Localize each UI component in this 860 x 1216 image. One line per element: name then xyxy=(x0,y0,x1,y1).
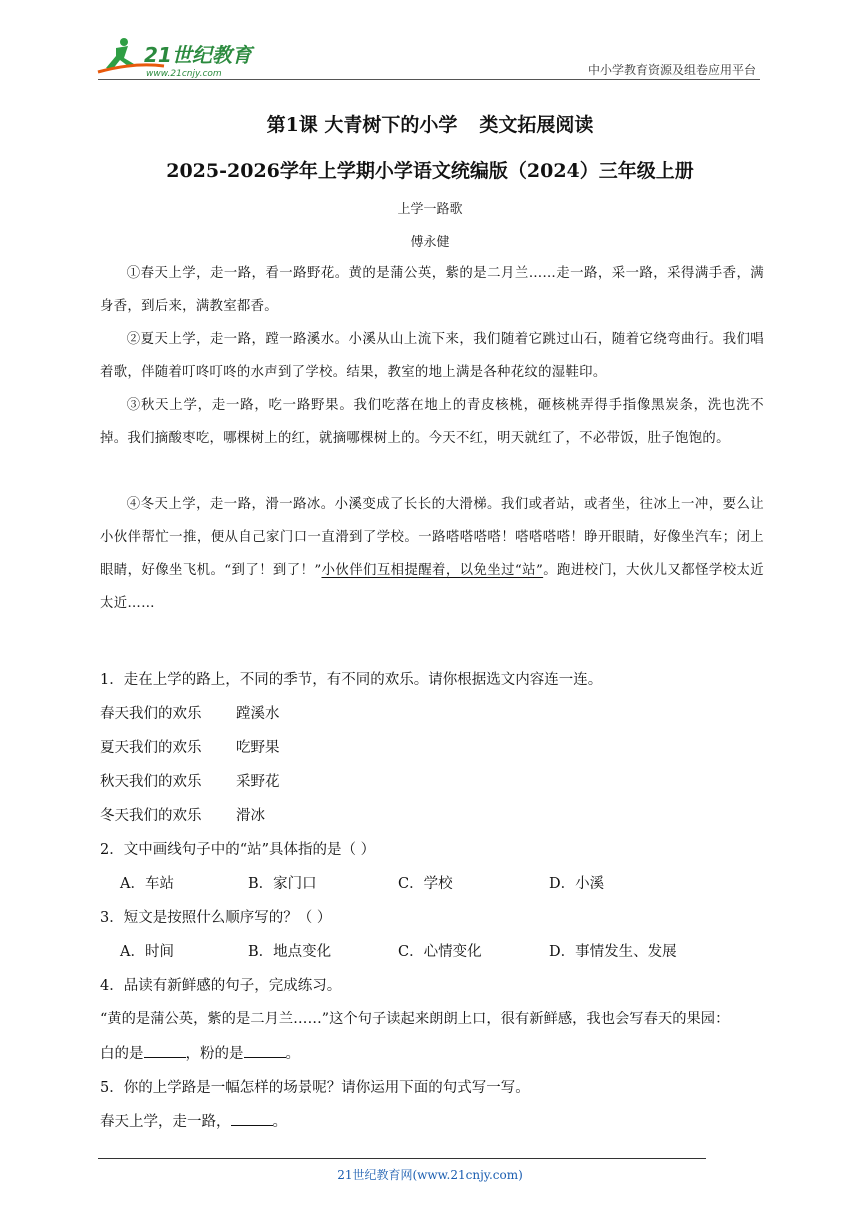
svg-text:www.21cnjy.com: www.21cnjy.com xyxy=(146,69,222,79)
question-4-fill-line xyxy=(100,1042,300,1063)
option-c: C．心情变化 xyxy=(398,944,482,960)
question-1: 1．走在上学的路上，不同的季节，有不同的欢乐。请你根据选文内容连一连。 xyxy=(100,672,603,688)
question-5-fill-line xyxy=(100,1110,287,1131)
paragraph-4-text-a: ④冬天上学，走一路，滑一路冰。小溪变成了长长的大滑梯。我们或者站，或者坐，往冰上一冲，要么让小伙伴帮忙一推，便从自己家门口一直滑到了学校。一路嗒嗒嗒嗒！嗒嗒嗒嗒！睁开眼睛，好像坐汽车；闭上眼睛，好像坐飞机。“到了！到了！” xyxy=(100,497,764,578)
footer-link[interactable]: 21世纪教育网(www.21cnjy.com) xyxy=(337,1168,523,1182)
option-d: D．事情发生、发展 xyxy=(549,944,677,960)
fill-text: 。 xyxy=(285,1046,300,1062)
fill-text: 。 xyxy=(272,1114,287,1130)
option-b: B．家门口 xyxy=(248,876,317,892)
match-left: 冬天我们的欢乐 xyxy=(100,808,202,824)
logo xyxy=(94,32,264,82)
option-a: A．车站 xyxy=(120,876,174,892)
question-4-prompt: “黄的是蒲公英，紫的是二月兰……”这个句子读起来朗朗上口，很有新鲜感，我也会写春天的果园： xyxy=(100,1011,730,1027)
question-5: 5．你的上学路是一幅怎样的场景呢？请你运用下面的句式写一写。 xyxy=(100,1080,530,1096)
runner-logo-icon xyxy=(94,32,264,82)
match-right: 蹚溪水 xyxy=(236,706,280,722)
option-b: B．地点变化 xyxy=(248,944,332,960)
match-left: 夏天我们的欢乐 xyxy=(100,740,202,756)
underlined-sentence: 小伙伴们互相提醒着，以免坐过“站” xyxy=(321,563,544,578)
lesson-title: 第1课 大青树下的小学 xyxy=(266,114,458,136)
platform-name: 中小学教育资源及组卷应用平台 xyxy=(587,63,756,77)
match-left: 春天我们的欢乐 xyxy=(100,706,202,722)
match-left: 秋天我们的欢乐 xyxy=(100,774,202,790)
question-3: 3．短文是按照什么顺序写的？（ ） xyxy=(100,910,332,926)
match-right: 采野花 xyxy=(236,774,280,790)
match-row xyxy=(100,770,280,791)
paragraph-4 xyxy=(100,488,764,620)
match-right: 吃野果 xyxy=(236,740,280,756)
page-subtitle: 2025-2026学年上学期小学语文统编版（2024）三年级上册 xyxy=(166,160,694,182)
footer-divider xyxy=(98,1158,706,1159)
page-title xyxy=(0,110,860,137)
paragraph-3: ③秋天上学，走一路，吃一路野果。我们吃落在地上的青皮核桃，砸核桃弄得手指像黑炭条，洗也洗不掉。我们摘酸枣吃，哪棵树上的红，就摘哪棵树上的。今天不红，明天就红了，不必带饭，肚子饱饱的。 xyxy=(100,398,764,446)
fill-text: 春天上学，走一路， xyxy=(100,1114,231,1130)
paragraph-4-text-b: 。跑进校门，大伙儿又都怪学校太近太近…… xyxy=(100,563,764,611)
fill-blank[interactable] xyxy=(244,1043,286,1058)
question-4: 4．品读有新鲜感的句子，完成练习。 xyxy=(100,978,342,994)
fill-text: ，粉的是 xyxy=(185,1046,244,1062)
match-row xyxy=(100,804,265,825)
match-row xyxy=(100,702,280,723)
passage-author: 傅永健 xyxy=(410,235,450,250)
svg-text:21世纪教育: 21世纪教育 xyxy=(144,43,252,67)
fill-text: 白的是 xyxy=(100,1046,144,1062)
question-2: 2．文中画线句子中的“站”具体指的是（ ） xyxy=(100,842,376,858)
header-divider xyxy=(98,79,760,80)
match-row xyxy=(100,736,280,757)
section-title: 类文拓展阅读 xyxy=(479,114,594,136)
paragraph-2: ②夏天上学，走一路，蹚一路溪水。小溪从山上流下来，我们随着它跳过山石，随着它绕弯曲行。我们唱着歌，伴随着叮咚叮咚的水声到了学校。结果，教室的地上满是各种花纹的湿鞋印。 xyxy=(100,332,764,380)
option-d: D．小溪 xyxy=(549,876,605,892)
passage-title: 上学一路歌 xyxy=(397,202,463,217)
fill-blank[interactable] xyxy=(231,1111,273,1126)
option-c: C．学校 xyxy=(398,876,453,892)
paragraph-1: ①春天上学，走一路，看一路野花。黄的是蒲公英，紫的是二月兰……走一路，采一路，采得满手香，满身香，到后来，满教室都香。 xyxy=(100,266,764,314)
match-right: 滑冰 xyxy=(236,808,265,824)
fill-blank[interactable] xyxy=(144,1043,186,1058)
option-a: A．时间 xyxy=(120,944,174,960)
